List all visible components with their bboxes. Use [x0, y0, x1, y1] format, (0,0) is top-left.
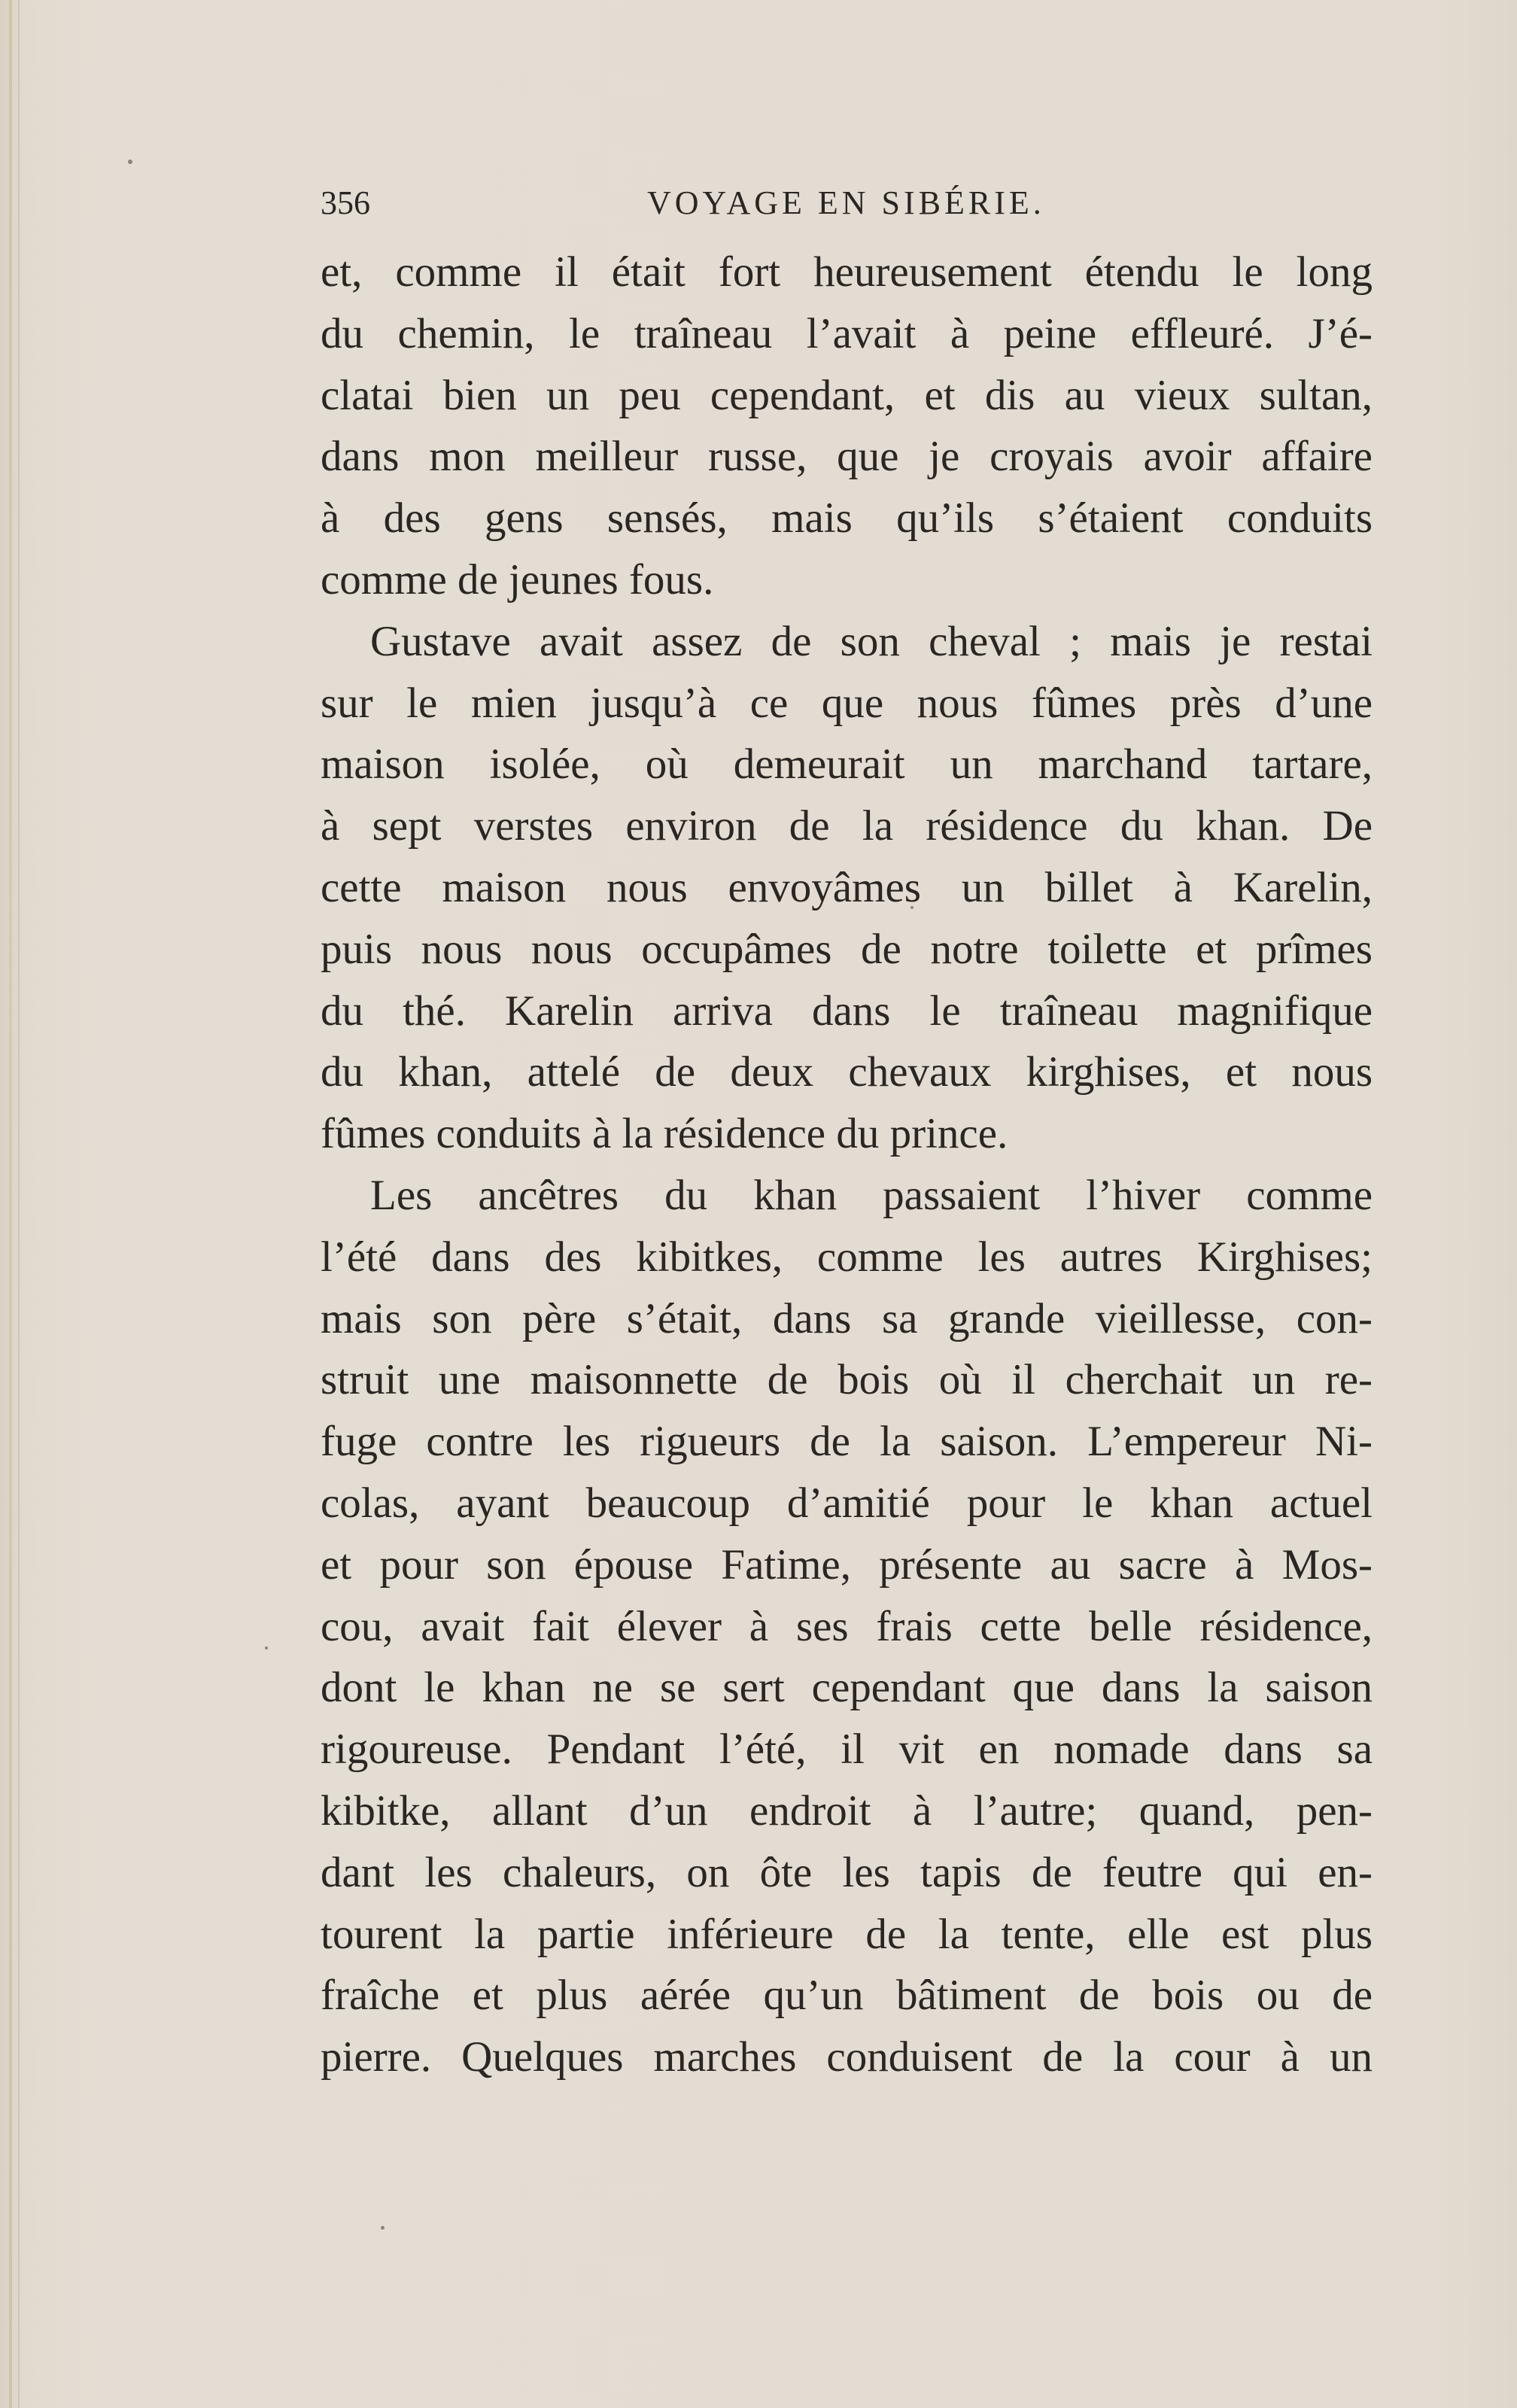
text-line: fuge contre les rigueurs de la saison. L’empereur Ni-	[321, 1418, 1373, 1466]
text-line: comme de jeunes fous.	[321, 555, 714, 604]
text-line: colas, ayant beaucoup d’amitié pour le khan actuel	[321, 1479, 1373, 1527]
paper-speck	[128, 160, 132, 164]
text-line: mais son père s’était, dans sa grande vieillesse, con-	[321, 1294, 1373, 1342]
text-line: Les ancêtres du khan passaient l’hiver comme	[370, 1171, 1373, 1219]
running-head	[321, 181, 1373, 226]
text-line: rigoureuse. Pendant l’été, il vit en nomade dans sa	[321, 1725, 1373, 1774]
text-line: cette maison nous envoyâmes un billet à Karelin,	[321, 863, 1373, 911]
text-line: et pour son épouse Fatime, présente au sacre à Mos-	[321, 1540, 1373, 1589]
paragraph	[321, 611, 1373, 1165]
text-line: pierre. Quelques marches conduisent de la cour à un	[321, 2033, 1373, 2081]
text-line: cou, avait fait élever à ses frais cette belle résidence,	[321, 1602, 1373, 1650]
paper-speck	[265, 1646, 268, 1649]
text-line: sur le mien jusqu’à ce que nous fûmes près d’une	[321, 679, 1373, 727]
text-line: maison isolée, où demeurait un marchand tartare,	[321, 740, 1373, 789]
paragraph	[321, 1165, 1373, 2088]
text-line: à sept verstes environ de la résidence du khan. De	[321, 802, 1373, 850]
text-line: puis nous nous occupâmes de notre toilette et prîmes	[321, 925, 1373, 973]
binding-edge	[9, 0, 12, 2408]
text-line: dont le khan ne se sert cependant que dans la saison	[321, 1664, 1373, 1712]
text-line: à des gens sensés, mais qu’ils s’étaient conduits	[321, 494, 1373, 543]
text-line: l’été dans des kibitkes, comme les autres Kirghises;	[321, 1233, 1373, 1281]
text-line: du thé. Karelin arriva dans le traîneau magnifique	[321, 987, 1373, 1035]
binding-edge-shadow	[18, 0, 20, 2408]
text-line: et, comme il était fort heureusement étendu le long	[321, 248, 1373, 296]
text-line: Gustave avait assez de son cheval ; mais je restai	[370, 617, 1373, 665]
paper-speck	[381, 2226, 385, 2230]
text-line: kibitke, allant d’un endroit à l’autre; quand, pen-	[321, 1786, 1373, 1835]
text-line: fûmes conduits à la résidence du prince.	[321, 1110, 1008, 1158]
page-number: 356	[321, 184, 370, 221]
text-line: tourent la partie inférieure de la tente, elle est plus	[321, 1910, 1373, 1958]
text-line: dant les chaleurs, on ôte les tapis de feutre qui en-	[321, 1848, 1373, 1896]
text-line: du chemin, le traîneau l’avait à peine effleuré. J’é-	[321, 309, 1373, 357]
text-line: du khan, attelé de deux chevaux kirghises, et nous	[321, 1048, 1373, 1096]
paragraph	[321, 242, 1373, 611]
text-line: dans mon meilleur russe, que je croyais avoir affaire	[321, 433, 1373, 481]
text-line: struit une maisonnette de bois où il cherchait un re-	[321, 1356, 1373, 1404]
text-line: clatai bien un peu cependant, et dis au vieux sultan,	[321, 371, 1373, 419]
running-title: VOYAGE EN SIBÉRIE.	[647, 184, 1045, 221]
body-text	[321, 242, 1373, 2088]
text-line: fraîche et plus aérée qu’un bâtiment de bois ou de	[321, 1972, 1373, 2020]
